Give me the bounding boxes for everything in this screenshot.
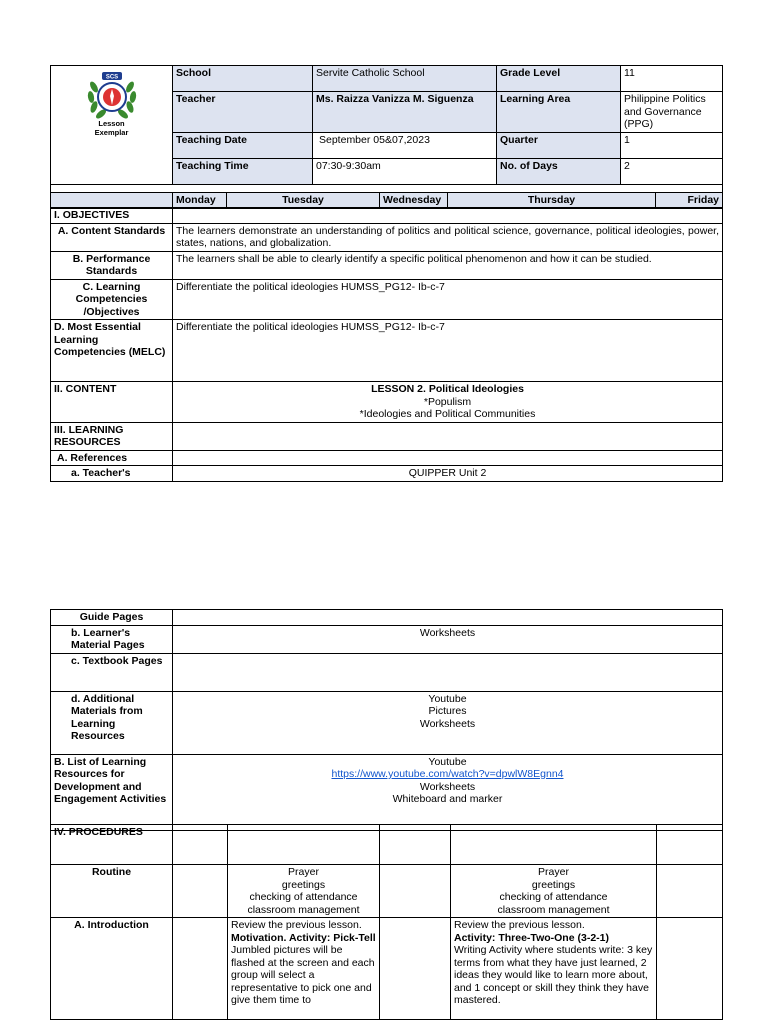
learning-resources-blank bbox=[173, 422, 723, 450]
proc-fri-blank bbox=[657, 825, 723, 865]
teaching-date-value: September 05&07,2023 bbox=[313, 132, 497, 158]
textbook-pages-blank bbox=[173, 653, 723, 691]
teaching-date-label: Teaching Date bbox=[173, 132, 313, 158]
performance-standards-label: B. Performance Standards bbox=[51, 251, 173, 279]
routine-mon bbox=[173, 865, 228, 918]
svg-text:SCS: SCS bbox=[105, 74, 118, 81]
teacher-label: Teacher bbox=[173, 92, 313, 133]
introduction-label: A. Introduction bbox=[51, 918, 173, 1020]
intro-thu-body: Writing Activity where students write: 3 key terms from what they have just learned, 2 ideas they would like to learn more about, and 1 concept or skill they think they have mastered. bbox=[454, 944, 653, 1006]
additional-youtube: Youtube bbox=[428, 692, 467, 705]
routine-tue-management: classroom management bbox=[247, 903, 360, 916]
lesson-title: LESSON 2. Political Ideologies bbox=[371, 383, 524, 395]
list-resources-cell bbox=[173, 754, 723, 830]
routine-fri bbox=[657, 865, 723, 918]
routine-tue-prayer: Prayer bbox=[288, 866, 319, 878]
intro-mon bbox=[173, 918, 228, 1020]
objectives-table bbox=[50, 207, 723, 482]
routine-tue-attendance: checking of attendance bbox=[249, 891, 358, 903]
melc-label: D. Most Essential Learning Competencies (MELC) bbox=[51, 320, 173, 382]
routine-thu-prayer: Prayer bbox=[538, 866, 569, 878]
no-of-days-label: No. of Days bbox=[497, 158, 621, 184]
teacher-value: Ms. Raizza Vanizza M. Siguenza bbox=[313, 92, 497, 133]
lesson-item-populism: *Populism bbox=[423, 395, 472, 408]
melc-text: Differentiate the political ideologies HUMSS_PG12- Ib-c-7 bbox=[173, 320, 723, 382]
objectives-heading: I. OBJECTIVES bbox=[51, 208, 173, 224]
quarter-value: 1 bbox=[621, 132, 723, 158]
content-standards-label: A. Content Standards bbox=[51, 223, 173, 251]
routine-thu-management: classroom management bbox=[497, 903, 610, 916]
proc-mon-blank bbox=[173, 825, 228, 865]
procedures-table bbox=[50, 824, 723, 1020]
learning-area-label: Learning Area bbox=[497, 92, 621, 133]
routine-wed bbox=[380, 865, 451, 918]
learning-area-value: Philippine Politics and Governance (PPG) bbox=[621, 92, 723, 133]
school-logo-cell bbox=[51, 66, 173, 185]
grade-level-label: Grade Level bbox=[497, 66, 621, 92]
routine-tue bbox=[228, 865, 380, 918]
learning-resources-heading: III. LEARNING RESOURCES bbox=[51, 422, 173, 450]
routine-thu bbox=[451, 865, 657, 918]
additional-materials-label: d. Additional Materials from Learning Resources bbox=[51, 691, 173, 754]
list-youtube: Youtube bbox=[428, 755, 467, 768]
list-resources-label: B. List of Learning Resources for Development and Engagement Activities bbox=[51, 754, 173, 830]
intro-wed bbox=[380, 918, 451, 1020]
proc-wed-blank bbox=[380, 825, 451, 865]
performance-standards-text: The learners shall be able to clearly identify a specific political phenomenon and how it can be studied. bbox=[173, 251, 723, 279]
learning-competencies-text: Differentiate the political ideologies HUMSS_PG12- Ib-c-7 bbox=[173, 279, 723, 320]
content-cell bbox=[173, 382, 723, 423]
day-thursday: Thursday bbox=[448, 193, 656, 209]
proc-thu-blank bbox=[451, 825, 657, 865]
intro-thu bbox=[451, 918, 657, 1020]
textbook-pages-label: c. Textbook Pages bbox=[51, 653, 173, 691]
teachers-guide-value: QUIPPER Unit 2 bbox=[173, 466, 723, 482]
teaching-time-label: Teaching Time bbox=[173, 158, 313, 184]
content-standards-text: The learners demonstrate an understanding of politics and political science, governance, political ideologies, power, states, nations, and globalization. bbox=[173, 223, 723, 251]
teaching-time-value: 07:30-9:30am bbox=[313, 158, 497, 184]
content-heading: II. CONTENT bbox=[51, 382, 173, 423]
school-label: School bbox=[173, 66, 313, 92]
school-seal-logo bbox=[85, 69, 139, 119]
intro-tue-body: Jumbled pictures will be flashed at the screen and each group will select a representative to pick one and give them time to bbox=[231, 944, 375, 1006]
school-value: Servite Catholic School bbox=[313, 66, 497, 92]
learning-competencies-label: C. Learning Competencies /Objectives bbox=[51, 279, 173, 320]
intro-tue bbox=[228, 918, 380, 1020]
references-blank bbox=[173, 450, 723, 466]
intro-thu-review: Review the previous lesson. bbox=[454, 919, 585, 931]
day-wednesday: Wednesday bbox=[380, 193, 448, 209]
day-tuesday: Tuesday bbox=[227, 193, 380, 209]
additional-materials-cell bbox=[173, 691, 723, 754]
references-heading: A. References bbox=[51, 450, 173, 466]
day-header-blank bbox=[51, 193, 173, 209]
quarter-label: Quarter bbox=[497, 132, 621, 158]
proc-tue-blank bbox=[228, 825, 380, 865]
routine-thu-attendance: checking of attendance bbox=[499, 891, 608, 903]
routine-label: Routine bbox=[51, 865, 173, 918]
resources-table bbox=[50, 609, 723, 831]
youtube-link[interactable]: https://www.youtube.com/watch?v=dpwlW8Egnn4 bbox=[331, 768, 564, 780]
intro-fri bbox=[657, 918, 723, 1020]
grade-level-value: 11 bbox=[621, 66, 723, 92]
routine-thu-greetings: greetings bbox=[531, 878, 576, 891]
objectives-blank bbox=[173, 208, 723, 224]
learners-material-value: Worksheets bbox=[173, 625, 723, 653]
exemplar-caption: Exemplar bbox=[94, 128, 129, 137]
lesson-caption: Lesson bbox=[98, 119, 125, 128]
teachers-guide-label: a. Teacher's bbox=[51, 466, 173, 482]
no-of-days-value: 2 bbox=[621, 158, 723, 184]
day-friday: Friday bbox=[656, 193, 723, 209]
guide-pages-blank bbox=[173, 610, 723, 626]
list-whiteboard: Whiteboard and marker bbox=[392, 793, 503, 805]
list-worksheets: Worksheets bbox=[419, 780, 476, 793]
intro-thu-activity: Activity: Three-Two-One (3-2-1) bbox=[454, 931, 609, 944]
guide-pages-label: Guide Pages bbox=[51, 610, 173, 626]
routine-tue-greetings: greetings bbox=[281, 878, 326, 891]
additional-pictures: Pictures bbox=[428, 705, 467, 717]
learners-material-label: b. Learner's Material Pages bbox=[51, 625, 173, 653]
lesson-item-ideologies: *Ideologies and Political Communities bbox=[359, 408, 536, 420]
day-monday: Monday bbox=[173, 193, 227, 209]
additional-worksheets: Worksheets bbox=[419, 717, 476, 730]
procedures-heading: IV. PROCEDURES bbox=[51, 825, 173, 865]
lesson-header-table bbox=[50, 65, 723, 196]
intro-tue-review: Review the previous lesson. bbox=[231, 919, 362, 931]
intro-tue-motivation: Motivation. Activity: Pick-Tell bbox=[231, 931, 376, 944]
